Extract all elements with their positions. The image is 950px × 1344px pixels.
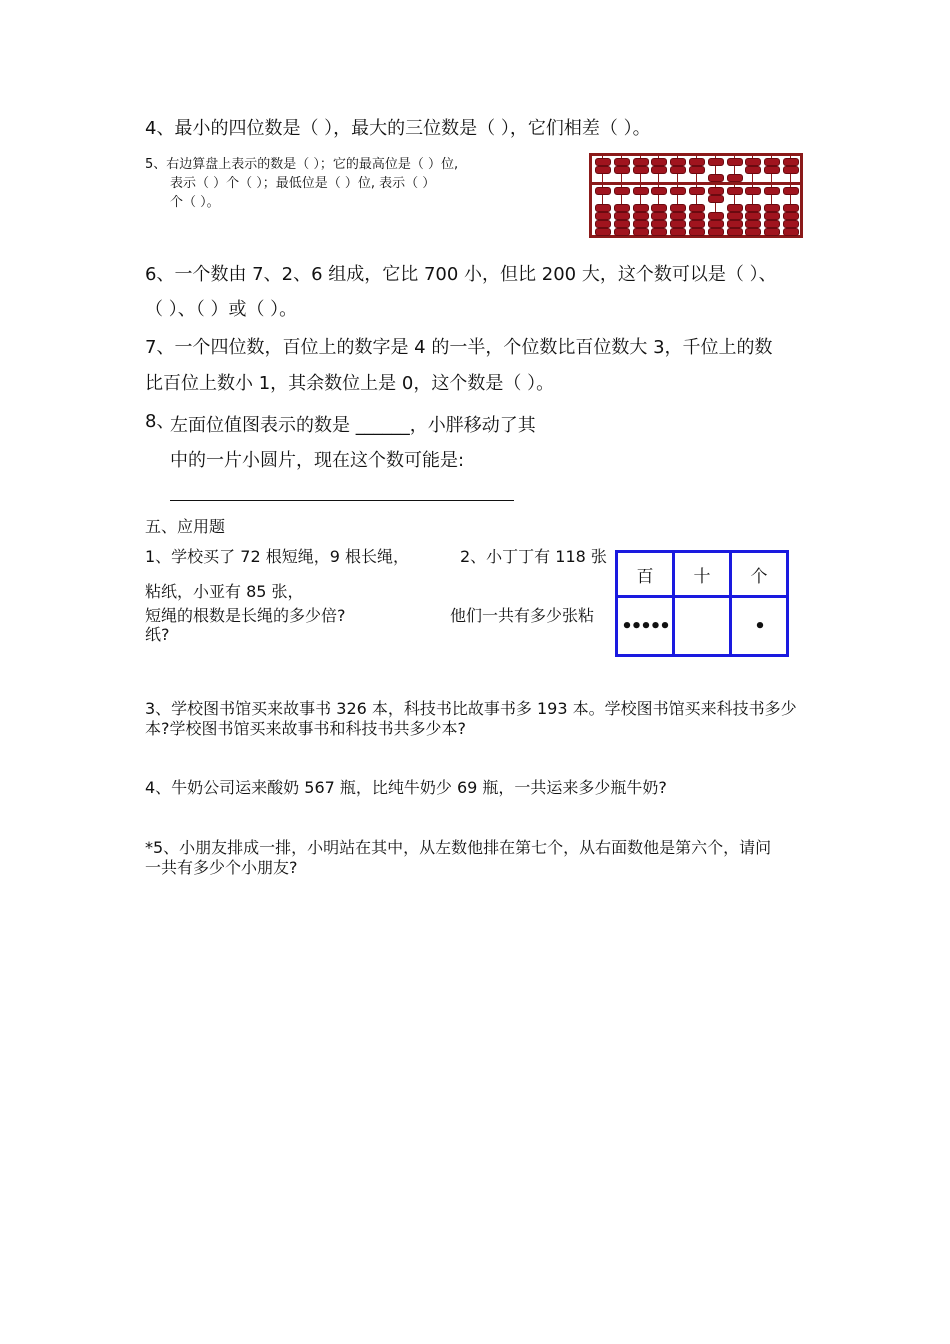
question-8-number: 8、 [145, 411, 175, 432]
abacus-bead [727, 212, 743, 220]
abacus-bead [595, 166, 611, 174]
abacus-bead [783, 228, 799, 236]
header-tens: 十 [674, 552, 731, 597]
app-2-line-1: 2、小丁丁有 118 张 [460, 547, 607, 566]
abacus-bead [689, 220, 705, 228]
abacus-bead [783, 220, 799, 228]
abacus-bead [764, 166, 780, 174]
abacus-bead [689, 158, 705, 166]
app-3-line-2: 本?学校图书馆买来故事书和科技书共多少本? [145, 719, 466, 738]
abacus-bead [633, 204, 649, 212]
abacus-image [589, 153, 803, 238]
abacus-bead [783, 187, 799, 195]
app-3-line-1: 3、学校图书馆买来故事书 326 本，科技书比故事书多 193 本。学校图书馆买来科技书多少 [145, 699, 797, 718]
abacus-bead [708, 220, 724, 228]
abacus-bead [745, 204, 761, 212]
abacus-bead [708, 228, 724, 236]
abacus-bead [670, 166, 686, 174]
abacus-bead [651, 228, 667, 236]
app-5-line-2: 一共有多少个小朋友? [145, 858, 298, 877]
question-6-line-1: 6、一个数由 7、2、6 组成，它比 700 小，但比 200 大，这个数可以是（ ）、 [145, 264, 777, 285]
abacus-bead [708, 187, 724, 195]
abacus-bead [764, 158, 780, 166]
abacus-bead [689, 204, 705, 212]
abacus-bead [595, 220, 611, 228]
abacus-bead [727, 174, 743, 182]
abacus-bead [614, 187, 630, 195]
abacus-bead [764, 204, 780, 212]
abacus-bead [727, 158, 743, 166]
ones-dots: • [731, 597, 788, 656]
abacus-bead [651, 166, 667, 174]
header-ones: 个 [731, 552, 788, 597]
abacus-bead [595, 228, 611, 236]
abacus-bead [727, 187, 743, 195]
abacus-bead [727, 204, 743, 212]
question-7-line-2: 比百位上数小 1，其余数位上是 0，这个数是（ ）。 [145, 373, 555, 394]
abacus-bead [708, 158, 724, 166]
hundreds-dots: ••••• [617, 597, 674, 656]
abacus-bead [689, 228, 705, 236]
question-5-line-3: 个（ ）。 [170, 195, 220, 210]
abacus-bead [670, 204, 686, 212]
abacus-bead [783, 204, 799, 212]
abacus-bead [614, 166, 630, 174]
abacus-bead [670, 228, 686, 236]
abacus-bead [727, 228, 743, 236]
question-8-line-2: 中的一片小圆片，现在这个数可能是: [170, 450, 465, 471]
abacus-bead [651, 187, 667, 195]
app-2-line-4: 纸? [145, 625, 170, 644]
question-8-line-1: 左面位值图表示的数是 ______，小胖移动了其 [170, 415, 536, 436]
abacus-bead [745, 228, 761, 236]
abacus-bead [708, 212, 724, 220]
app-1-line-2: 短绳的根数是长绳的多少倍? [145, 606, 346, 625]
abacus-bead [745, 158, 761, 166]
abacus-bead [651, 212, 667, 220]
app-5-line-1: *5、小朋友排成一排，小明站在其中，从左数他排在第七个，从右面数他是第六个，请问 [145, 838, 772, 857]
abacus-bead [614, 204, 630, 212]
abacus-bead [633, 187, 649, 195]
question-6-line-2: （ ）、（ ）或（ ）。 [145, 299, 298, 320]
abacus-bead [614, 212, 630, 220]
abacus-bead [633, 212, 649, 220]
abacus-bead [633, 166, 649, 174]
abacus-bead [764, 220, 780, 228]
abacus-bead [670, 187, 686, 195]
app-2-line-2: 粘纸，小亚有 85 张， [145, 582, 304, 601]
abacus-bead [745, 212, 761, 220]
abacus-bead [595, 158, 611, 166]
abacus-bead [614, 228, 630, 236]
abacus-bead [670, 212, 686, 220]
abacus-bead [670, 220, 686, 228]
abacus-bead [689, 187, 705, 195]
question-7-line-1: 7、一个四位数，百位上的数字是 4 的一半，个位数比百位数大 3，千位上的数 [145, 337, 773, 358]
abacus-bead [764, 228, 780, 236]
tens-dots [674, 597, 731, 656]
abacus-bead [689, 212, 705, 220]
abacus-bead [708, 174, 724, 182]
abacus-bead [670, 158, 686, 166]
question-5-line-1: 5、右边算盘上表示的数是（ ）；它的最高位是（ ）位, [145, 157, 459, 172]
abacus-bead [651, 204, 667, 212]
abacus-bead [727, 220, 743, 228]
abacus-bead [614, 220, 630, 228]
abacus-bead [595, 187, 611, 195]
abacus-bead [633, 220, 649, 228]
abacus-bead [651, 220, 667, 228]
abacus-bead [745, 187, 761, 195]
abacus-bead [764, 187, 780, 195]
answer-line [170, 500, 514, 501]
abacus-bead [745, 166, 761, 174]
place-value-table [615, 550, 789, 657]
abacus-bead [783, 166, 799, 174]
question-4: 4、最小的四位数是（ ），最大的三位数是（ ），它们相差（ ）。 [145, 118, 651, 139]
abacus-bead [745, 220, 761, 228]
abacus-bead [633, 228, 649, 236]
section-title: 五、应用题 [145, 517, 226, 536]
abacus-bead [651, 158, 667, 166]
abacus-bead [783, 212, 799, 220]
abacus-bead [764, 212, 780, 220]
header-hundreds: 百 [617, 552, 674, 597]
app-4: 4、牛奶公司运来酸奶 567 瓶，比纯牛奶少 69 瓶，一共运来多少瓶牛奶? [145, 778, 667, 797]
abacus-bead [689, 166, 705, 174]
abacus-bead [633, 158, 649, 166]
abacus-bead [595, 204, 611, 212]
app-1-line-1: 1、学校买了 72 根短绳，9 根长绳， [145, 547, 409, 566]
app-2-line-3: 他们一共有多少张粘 [450, 606, 595, 625]
abacus-bead [708, 195, 724, 203]
abacus-bead [595, 212, 611, 220]
question-5-line-2: 表示（ ）个（ ）；最低位是（ ）位, 表示（ ） [170, 176, 436, 191]
abacus-bead [614, 158, 630, 166]
abacus-bead [783, 158, 799, 166]
